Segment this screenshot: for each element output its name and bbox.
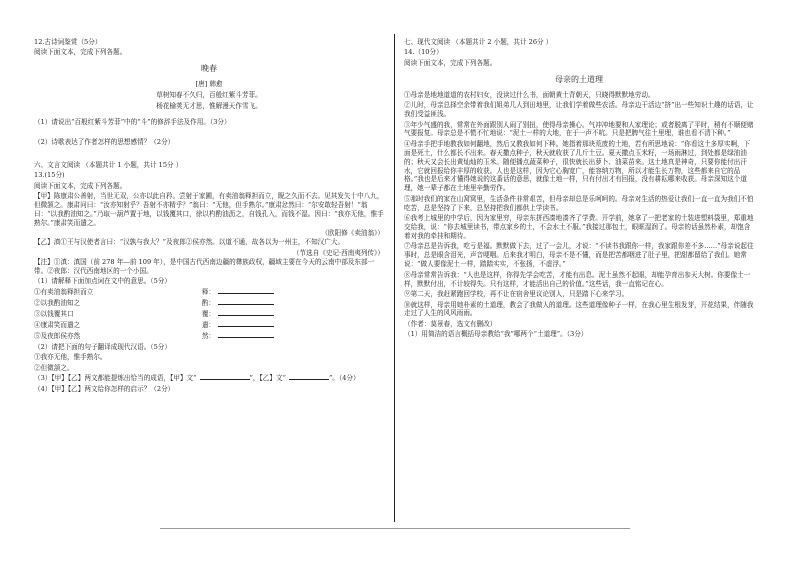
paragraph-5: ⑤那时我们的家在山窝窝里，生活条件非常艰苦，但母亲却总是乐呵呵的。母亲对生活的热爱让我们一直一直为我们不怕吃苦，总是坚持了下来，总坚持把我们都供上学读书。 (404, 194, 754, 212)
answer-blank[interactable] (218, 299, 274, 305)
paragraph-10: ⑩就这样，母亲用她朴素的土道理，教会了我做人的道理。这些道理像种子一样，在我心里生根发芽，开花结果，伴随我走过了人生的风风雨雨。 (404, 300, 754, 318)
passage-jia: 【甲】陈康肃公善射，当世无双，公亦以此自矜。尝射于家圃，有卖油翁释担而立，睨之久而不去。见其发矢十中八九，但微颔之。康肃问曰：“汝亦知射乎？吾射不亦精乎？”翁曰：“无他，但手熟尔。”康肃忿然曰：“尔安敢轻吾射！”翁曰：“以我酌油知之。”乃取一葫芦置于地，以钱覆其口，徐以杓酌油沥之，自钱孔入，而钱不湿。因曰：“我亦无他，惟手熟尔。”康肃笑而遣之。 (34, 192, 384, 227)
column-divider (394, 34, 395, 522)
answer-blank[interactable] (289, 374, 329, 380)
q14-header: 14.（10分） (404, 48, 443, 57)
q13-3: （3）【甲】【乙】两文都能提炼出恰当的成语，【甲】文“ ”，【乙】文“ ”。（4分） (34, 374, 360, 383)
q12-instruction: 阅读下面文本，完成下列各题。 (34, 48, 127, 57)
footer-rule (160, 528, 630, 529)
section-7-header: 七、现代文阅读 （本题共计 2 小题，共计 26分 ） (404, 38, 553, 46)
poem-line-1: 草树知春不久归，百般红紫斗芳菲。 (156, 91, 262, 100)
poem-author: [唐] 韩愈 (195, 80, 223, 89)
q13-1: （1）请解释下面加点词在文中的意思。（5分） (34, 277, 171, 286)
answer-blank[interactable] (218, 321, 274, 327)
right-column (404, 38, 754, 341)
answer-blank[interactable] (218, 310, 274, 316)
paragraph-4: ④母亲手把手地教我如何翻地，然后又教我如何下种。她指着那块荒废的土地，若有所思地说：“你看这土多厚实啊，下面是死土，什么都长不出来。春天撒点种子，秋天就收获了几斤土豆。夏天撒点玉米籽，一场雨淋过，到处都是绿油油的；秋天又会长出黄灿灿的玉米。随便播点蔬菜种子，很快就长出萝卜、油菜苗来。这土地真是神奇，只要你能付出汗水，它就回报给你丰厚的收获。人也是这样，因为它心胸宽广，能容纳万物，所以才能生长万物，这些都来自它的品格。”我也是后来才懂得她说的这番话的意思，就像土地一样，只有付出才有回报，没有耕耘哪来收获。母亲深知这个道理，她一辈子都在土地里辛勤劳作。 (404, 139, 751, 193)
section-6-header: 六、文言文阅读 （本题共计 1 小题，共计 15分 ） (34, 160, 183, 169)
q13-2b: ②但微颔之。 (34, 363, 74, 372)
q12-header: 12.古诗词鉴赏（5分） (34, 38, 102, 46)
left-column (34, 38, 384, 395)
q13-header: 13.(15分) (34, 171, 65, 180)
article-source: （作者：莫景春，选文有删改） (404, 319, 497, 328)
article-title: 母亲的土道理 (555, 74, 603, 84)
vocab-item: ③以钱覆其口 覆： (34, 310, 274, 319)
paragraph-6: ⑥我考上城里的中学后，因为家里穷，母亲东拼西凑地凑齐了学费。开学前，她拿了一把老家的土装进塑料袋里，郑重地交给我，说：“你去城里读书，带点家乡的土，不会水土不服。”我接过那包土，眼眶湿润了。母亲的话虽然朴素，却饱含着对我的牵挂和期待。 (404, 214, 754, 240)
q12-2: （2）诗歌表达了作者怎样的思想感情？（2分） (34, 138, 175, 147)
q12-1: （1）请说出“百般红紫斗芳菲”中的“斗”的修辞手法及作用。（3分） (34, 117, 231, 126)
paragraph-8: ⑧母亲常常告诉我：“人也是这样，你得先学会吃苦，才能有出息。泥土虽然不起眼，却能孕育出参天大树。你要像土一样，默默付出，不计较得失。只有这样，才能活出自己的价值。”这些话，我一直铭记在心。 (404, 270, 751, 288)
passage-yi: 【乙】滇①王与汉使者言曰：“汉孰与我大？”及夜郎②侯亦然。以道不通，故各以为一州主，不知汉广大。 (34, 238, 345, 247)
q13-2a: ①我亦无他，惟手熟尔。 (34, 353, 107, 362)
passage-yi-source: （节选自《史记·西南夷列传》） (292, 248, 384, 257)
q13-2: （2）请把下面的句子翻译成现代汉语。（5分） (34, 342, 171, 351)
answer-blank[interactable] (218, 288, 274, 294)
answer-blank[interactable] (218, 332, 274, 338)
vocab-list (34, 288, 384, 341)
paragraph-3: ③年少气盛的我，常常在外面跟别人闹了别扭，使得母亲操心。气冲冲地要和人家理论；或者脱离了平时，稍有不顺便赌气要报复。母亲总是不慌不忙地说：“泥土一样的大地，在于一声不吭。只是把脾气往土里埋，谁也看不清下种。” (404, 120, 754, 138)
q14-1: （1）用简洁的语言概括母亲教给“我”哪两个“土道理”。（3分） (404, 330, 588, 339)
paragraph-1: ①母亲是地地道道的农村妇女，没读过什么书，面朝黄土背朝天，只晓得默默地劳动。 (404, 90, 655, 99)
q14-instruction: 阅读下面文本，完成下列各题。 (404, 58, 497, 67)
vocab-item: ②以我酌油知之 酌： (34, 299, 274, 308)
paragraph-9: ⑨第二天，我赶紧跑回学校，再不让在宿舍里议论别人，只是踏下心来学习。 (404, 290, 629, 299)
q13-4: （4）【甲】【乙】两文给你怎样的启示？（2分） (34, 384, 175, 393)
annotation-note: 【注】①滇：滇国（前 278 年—前 109 年），是中国古代西南边疆的彝族政权，疆域主要在今天的云南中部及东部一带。②夜郎：汉代西南地区的一个小国。 (34, 257, 375, 275)
answer-blank[interactable] (200, 374, 250, 380)
poem-line-2: 杨花榆荚无才思，惟解漫天作雪飞。 (156, 101, 262, 110)
poem-title: 晚春 (201, 64, 217, 74)
passage-jia-source: （欧阳修《卖油翁》） (321, 229, 384, 238)
q13-instruction: 阅读下面文本，完成下列各题。 (34, 181, 127, 190)
vocab-item: ④康肃笑而遣之 遣： (34, 321, 274, 330)
paragraph-2: ②儿时，母亲总择空余带着我们姐弟几人到田地里，让我们学着做些农活。母亲边干活边“挤”出一些知识土趣的话语，让我们受益匪浅。 (404, 101, 754, 119)
vocab-item: ①有卖油翁释担而立 释： (34, 288, 274, 297)
vocab-item: ⑤及夜郎侯亦然 然： (34, 332, 274, 341)
paragraph-7: ⑦母亲总是告诉我，吃亏是福。默默做下去，过了一会儿，才说：“不读书我跟你一样，我家跟你差不多……”母亲说起往事时，总是眼含泪光，声音哽咽。后来我才明白，母亲不是不懂，而是把苦都咽进了肚子里，把甜都留给了我们。她常说：“做人要像泥土一样，踏踏实实，不张扬，不虚浮。” (404, 242, 754, 269)
